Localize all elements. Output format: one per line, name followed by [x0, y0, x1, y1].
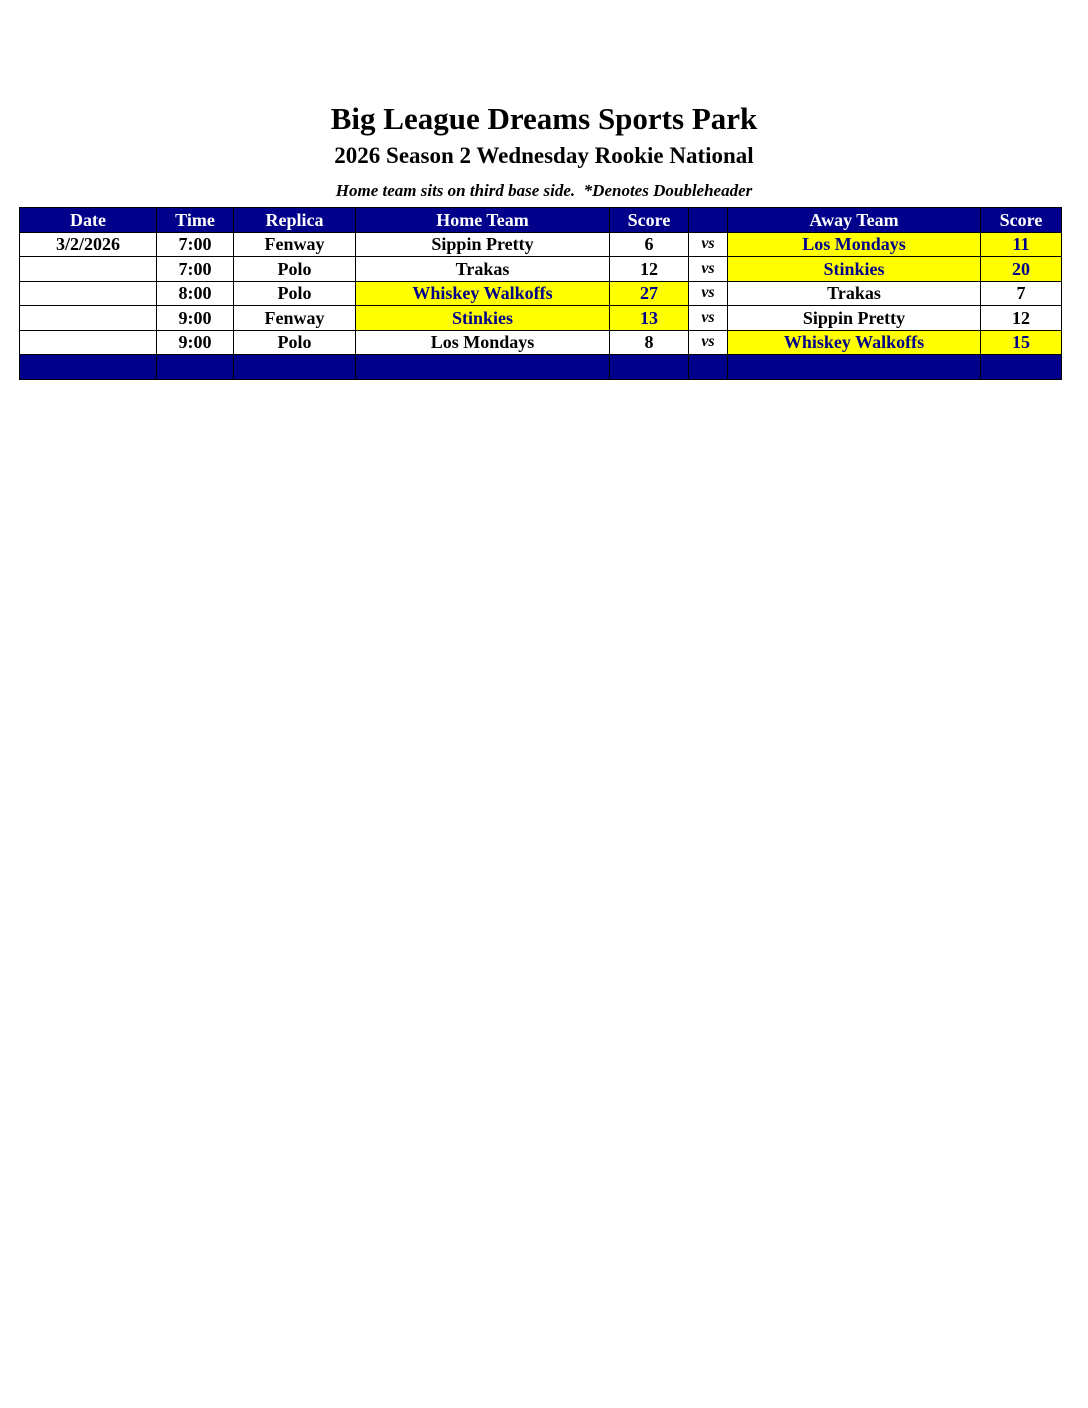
away-team-cell: Whiskey Walkoffs — [728, 330, 981, 355]
table-row — [20, 281, 1062, 306]
replica-cell: Polo — [234, 281, 356, 306]
schedule-table — [19, 207, 1062, 380]
away-team-cell: Sippin Pretty — [728, 306, 981, 331]
home-score-cell: 27 — [610, 281, 689, 306]
away-score-cell: 11 — [981, 232, 1062, 257]
home-score-cell: 13 — [610, 306, 689, 331]
table-row — [20, 257, 1062, 282]
vs-cell: vs — [689, 281, 728, 306]
away-score-cell: 15 — [981, 330, 1062, 355]
away-team-cell: Los Mondays — [728, 232, 981, 257]
home-score-cell: 6 — [610, 232, 689, 257]
away-score-cell: 7 — [981, 281, 1062, 306]
time-cell: 7:00 — [157, 232, 234, 257]
vs-cell: vs — [689, 306, 728, 331]
away-score-cell: 20 — [981, 257, 1062, 282]
away-score-cell: 12 — [981, 306, 1062, 331]
away-team-cell: Stinkies — [728, 257, 981, 282]
vs-cell: vs — [689, 330, 728, 355]
replica-cell: Fenway — [234, 232, 356, 257]
date-cell — [20, 330, 157, 355]
time-cell: 9:00 — [157, 306, 234, 331]
home-score-cell: 12 — [610, 257, 689, 282]
column-header-home-team: Home Team — [356, 208, 610, 233]
replica-cell: Polo — [234, 330, 356, 355]
home-team-cell: Sippin Pretty — [356, 232, 610, 257]
footer-cell — [981, 355, 1062, 380]
home-team-cell: Trakas — [356, 257, 610, 282]
footer-cell — [610, 355, 689, 380]
footer-cell — [728, 355, 981, 380]
vs-cell: vs — [689, 232, 728, 257]
away-team-cell: Trakas — [728, 281, 981, 306]
table-row — [20, 306, 1062, 331]
page-title: Big League Dreams Sports Park — [330, 101, 758, 136]
table-row — [20, 330, 1062, 355]
column-header-time: Time — [157, 208, 234, 233]
footer-cell — [234, 355, 356, 380]
footer-cell — [20, 355, 157, 380]
date-cell — [20, 306, 157, 331]
footer-cell — [689, 355, 728, 380]
date-cell — [20, 281, 157, 306]
column-header-home-score: Score — [610, 208, 689, 233]
replica-cell: Fenway — [234, 306, 356, 331]
page-subtitle: 2026 Season 2 Wednesday Rookie National — [334, 143, 754, 168]
time-cell: 9:00 — [157, 330, 234, 355]
table-row — [20, 232, 1062, 257]
time-cell: 7:00 — [157, 257, 234, 282]
column-header-away-score: Score — [981, 208, 1062, 233]
column-header-replica: Replica — [234, 208, 356, 233]
home-team-cell: Whiskey Walkoffs — [356, 281, 610, 306]
footer-cell — [157, 355, 234, 380]
column-header-date: Date — [20, 208, 157, 233]
replica-cell: Polo — [234, 257, 356, 282]
time-cell: 8:00 — [157, 281, 234, 306]
home-team-cell: Stinkies — [356, 306, 610, 331]
table-footer-row — [20, 355, 1062, 380]
footer-cell — [356, 355, 610, 380]
table-header-row — [20, 208, 1062, 233]
home-team-cell: Los Mondays — [356, 330, 610, 355]
date-cell — [20, 257, 157, 282]
column-header-away-team: Away Team — [728, 208, 981, 233]
date-cell: 3/2/2026 — [20, 232, 157, 257]
column-header-vs — [689, 208, 728, 233]
vs-cell: vs — [689, 257, 728, 282]
home-score-cell: 8 — [610, 330, 689, 355]
schedule-note: Home team sits on third base side. *Denotes Doubleheader — [335, 181, 753, 200]
